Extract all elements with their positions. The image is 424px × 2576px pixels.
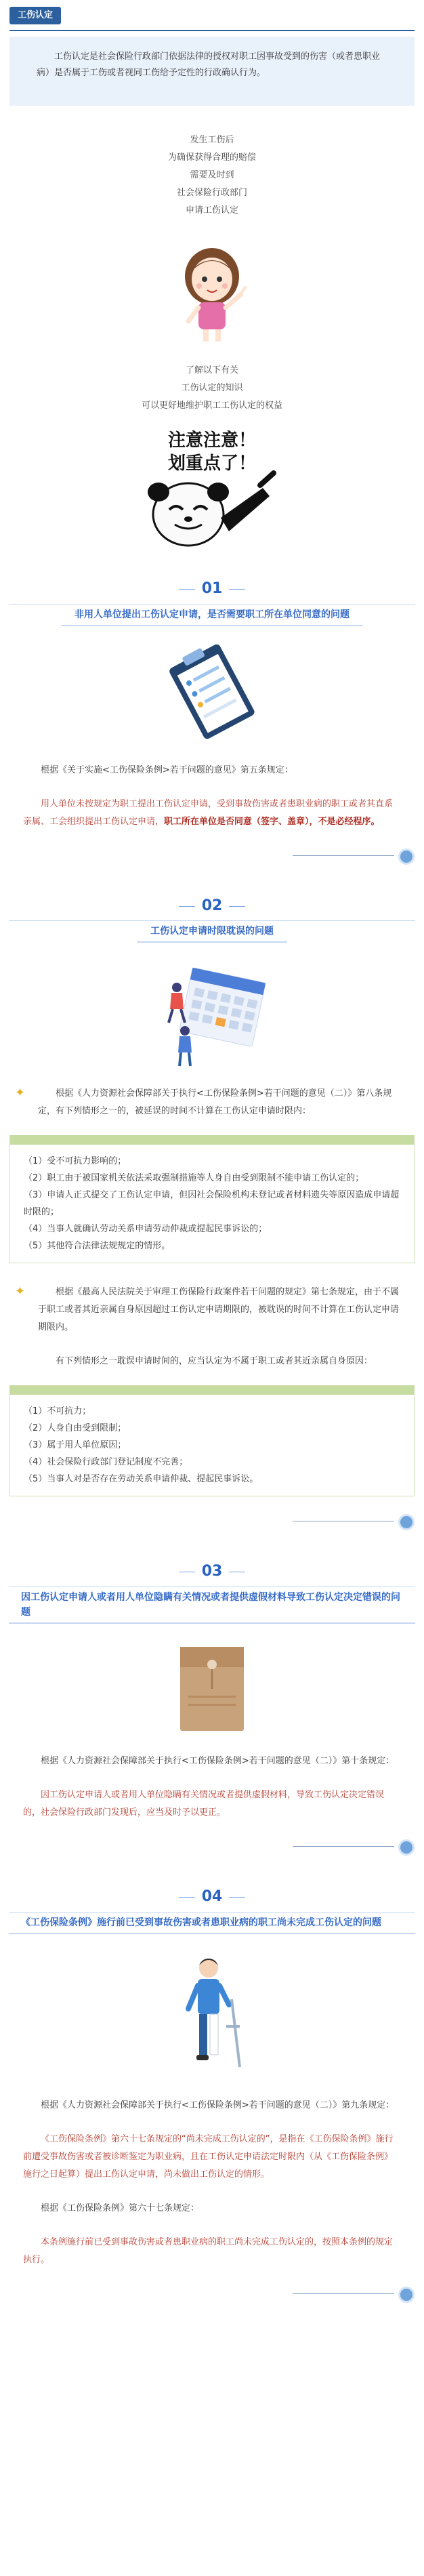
section-end-rule [0,1511,424,1534]
section-03-paragraph-2: 因工伤认定申请人或者用人单位隐瞒有关情况或者提供虚假材料，导致工伤认定决定错误的，社会保险行政部门发现后，应当及时予以更正。 [23,1790,385,1818]
panda-text-1: 注意注意！ [167,430,257,451]
end-dot-icon [398,1514,415,1530]
list-item: （1）受不可抗力影响的； [24,1156,127,1167]
section-02-heading [9,896,415,943]
section-02-paragraph-2: 根据《最高人民法院关于审理工伤保险行政案件若干问题的规定》第七条规定，由于不属于职工或者其近亲属自身原因超过工伤认定申请期限的，被耽误的时间不计算在工伤认定申请期限内。 [38,1287,400,1333]
panda-text-2: 划重点了！ [167,453,257,474]
list-item: （3）申请人正式提交了工伤认定申请，但因社会保险机构未登记或者材料遗失等原因造成申请超时限的； [24,1190,400,1218]
section-02-block-1 [0,1085,424,1120]
section-end-rule [0,846,424,869]
section-01-paragraph-2 [0,796,424,831]
intro-box [9,37,415,106]
section-end-rule [0,1837,424,1860]
list-item: （2）人身自由受到限制； [24,1423,127,1434]
end-line [293,2293,394,2294]
section-02-block-2 [0,1284,424,1336]
lead-line: 社会保险行政部门 [176,188,247,198]
list-item: （2）职工由于被国家机关依法采取强制措施等人身自由受到限制不能申请工伤认定的； [24,1173,364,1184]
section-03-paragraph-1: 根据《人力资源社会保障部关于执行<工伤保险条例>若干问题的意见（二）》第十条规定： [41,1756,395,1767]
lead-line: 工伤认定的知识 [181,383,243,393]
header-tag-row [0,0,424,27]
section-01-paragraph-1: 根据《关于实施<工伤保险条例>若干问题的意见》第五条规定： [41,764,293,775]
section-01-red-text: 用人单位未按规定为职工提出工伤认定申请，受到事故伤害或者患职业病的职工或者其直系亲属、工会组织提出工伤认定申请， [23,798,394,827]
section-number: 04 [179,1887,246,1907]
end-dot-icon [398,1839,415,1856]
section-title: 非用人单位提出工伤认定申请，是否需要职工所在单位同意的问题 [61,605,363,626]
section-number: 01 [179,579,246,599]
section-01-bold-text: 职工所在单位是否同意（签字、盖章），不是必经程序。 [164,816,380,827]
lead-line: 申请工伤认定 [185,205,238,216]
section-03-heading [9,1561,415,1624]
lead-line: 为确保获得合理的赔偿 [167,152,256,163]
header-tag: 工伤认定 [9,7,61,24]
end-line [293,1846,394,1847]
section-02-paragraph-3: 有下列情形之一耽误申请时间的，应当认定为不属于职工或者其近亲属自身原因： [56,1356,373,1367]
section-number: 02 [179,896,246,916]
section-01-heading [9,579,415,626]
section-title: 工伤认定申请时限耽误的问题 [137,921,287,943]
section-02-list-1 [9,1135,415,1263]
lead-line: 可以更好地维护职工工伤认定的权益 [141,401,282,411]
sparkle-icon: ✦ [15,1284,26,1299]
section-04-paragraph-3: 根据《工伤保险条例》第六十七条规定： [41,2203,200,2213]
section-end-rule [0,2284,424,2307]
lead-line: 了解以下有关 [185,365,238,375]
section-04-heading [9,1887,415,1934]
header-divider [9,30,415,31]
list-item: （1）不可抗力； [24,1406,91,1417]
section-number: 03 [179,1561,246,1582]
end-line [293,855,394,856]
section-02-list-2 [9,1385,415,1496]
calendar-people-illustration [144,960,280,1069]
end-dot-icon [398,849,415,865]
list-item: （5）其他符合法律法规规定的情形。 [24,1241,171,1252]
lead-lines-b [0,362,424,415]
panda-meme-illustration [134,423,290,552]
section-title: 《工伤保险条例》施行前已受到事故伤害或者患职业病的职工尚未完成工伤认定的问题 [9,1913,415,1934]
list-item: （3）属于用人单位原因； [24,1440,127,1451]
list-item: （5）当事人对是否存在劳动关系申请仲裁、提起民事诉讼。 [24,1474,259,1485]
lead-lines-a [0,131,424,220]
lead-line: 发生工伤后 [190,135,234,145]
lead-line: 需要及时到 [190,170,234,180]
injured-worker-illustration [175,1952,249,2081]
folder-envelope-illustration [175,1641,249,1736]
section-02-paragraph-1: 根据《人力资源社会保障部关于执行<工伤保险条例>若干问题的意见（二）》第八条规定，有下列情形之一的，被延误的时间不计算在工伤认定申请时限内： [38,1088,392,1117]
section-04-paragraph-2: 《工伤保险条例》第六十七条规定的“尚未完成工伤认定的”，是指在《工伤保险条例》施行前遭受事故伤害或者被诊断鉴定为职业病，且在工伤认定申请法定时限内（从《工伤保险条例》施行之日起算）提出工伤认定申请，尚未做出工伤认定的情形。 [23,2133,394,2180]
sparkle-icon: ✦ [15,1086,26,1101]
section-title: 因工伤认定申请人或者用人单位隐瞒有关情况或者提供虚假材料导致工伤认定决定错误的问题 [9,1587,415,1624]
section-04-paragraph-1: 根据《人力资源社会保障部关于执行<工伤保险条例>若干问题的意见（二）》第九条规定： [41,2100,395,2110]
list-item: （4）当事人就确认劳动关系申请劳动仲裁或提起民事诉讼的； [24,1224,268,1235]
list-item: （4）社会保险行政部门登记制度不完善； [24,1457,188,1468]
girl-pointing-illustration [168,237,256,346]
section-04-paragraph-4: 本条例施行前已受到事故伤害或者患职业病的职工尚未完成工伤认定的，按照本条例的规定执行。 [23,2236,394,2265]
end-dot-icon [398,2287,415,2303]
intro-text: 工伤认定是社会保险行政部门依据法律的授权对职工因事故受到的伤害（或者患职业病）是否属于工伤或者视同工伤给予定性的行政确认行为。 [37,52,381,78]
clipboard-illustration [151,644,273,745]
